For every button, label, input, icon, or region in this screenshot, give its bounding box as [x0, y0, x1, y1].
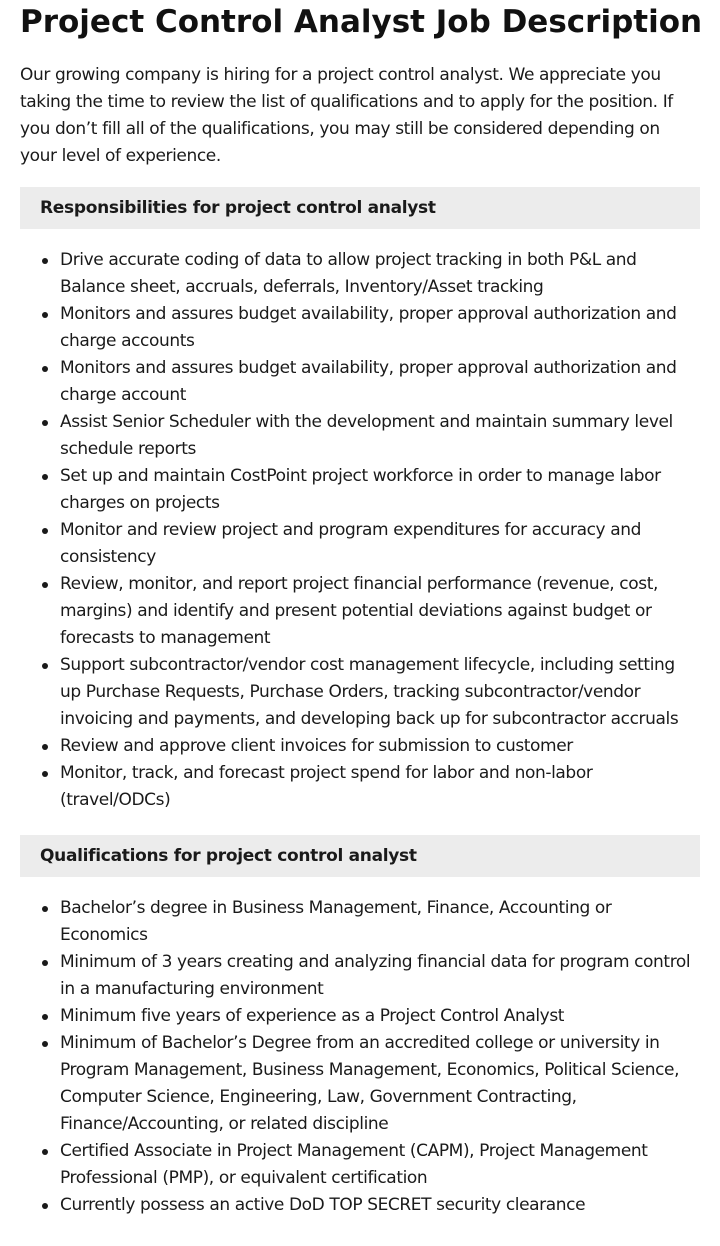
list-item: Bachelor’s degree in Business Management, Finance, Accounting or Economics	[60, 895, 700, 949]
qualifications-heading: Qualifications for project control analyst	[20, 835, 700, 877]
list-item: Support subcontractor/vendor cost management lifecycle, including setting up Purchase Requests, Purchase Orders, tracking subcontractor/vendor invoicing and payments, and developing back up for subcontractor accruals	[60, 652, 700, 733]
list-item: Review, monitor, and report project financial performance (revenue, cost, margins) and identify and present potential deviations against budget or forecasts to management	[60, 571, 700, 652]
responsibilities-heading: Responsibilities for project control analyst	[20, 187, 700, 229]
list-item: Set up and maintain CostPoint project workforce in order to manage labor charges on projects	[60, 463, 700, 517]
list-item: Certified Associate in Project Management (CAPM), Project Management Professional (PMP), or equivalent certification	[60, 1138, 700, 1192]
responsibilities-list	[20, 247, 700, 814]
qualifications-list	[20, 895, 700, 1219]
list-item: Assist Senior Scheduler with the development and maintain summary level schedule reports	[60, 409, 700, 463]
list-item: Currently possess an active DoD TOP SECRET security clearance	[60, 1192, 700, 1219]
list-item: Monitor and review project and program expenditures for accuracy and consistency	[60, 517, 700, 571]
list-item: Review and approve client invoices for submission to customer	[60, 733, 700, 760]
list-item: Minimum of Bachelor’s Degree from an accredited college or university in Program Management, Business Management, Economics, Political Science, Computer Science, Engineering, Law, Government Contracting, Finance/Accounting, or related discipline	[60, 1030, 700, 1138]
intro-paragraph: Our growing company is hiring for a project control analyst. We appreciate you taking the time to review the list of qualifications and to apply for the position. If you don’t fill all of the qualifications, you may still be considered depending on your level of experience.	[20, 65, 673, 166]
list-item: Monitors and assures budget availability, proper approval authorization and charge accounts	[60, 301, 700, 355]
list-item: Monitor, track, and forecast project spend for labor and non-labor (travel/ODCs)	[60, 760, 700, 814]
list-item: Minimum five years of experience as a Project Control Analyst	[60, 1003, 700, 1030]
page-title: Project Control Analyst Job Description	[20, 4, 703, 40]
list-item: Monitors and assures budget availability, proper approval authorization and charge account	[60, 355, 700, 409]
list-item: Drive accurate coding of data to allow project tracking in both P&L and Balance sheet, accruals, deferrals, Inventory/Asset tracking	[60, 247, 700, 301]
list-item: Minimum of 3 years creating and analyzing financial data for program control in a manufacturing environment	[60, 949, 700, 1003]
